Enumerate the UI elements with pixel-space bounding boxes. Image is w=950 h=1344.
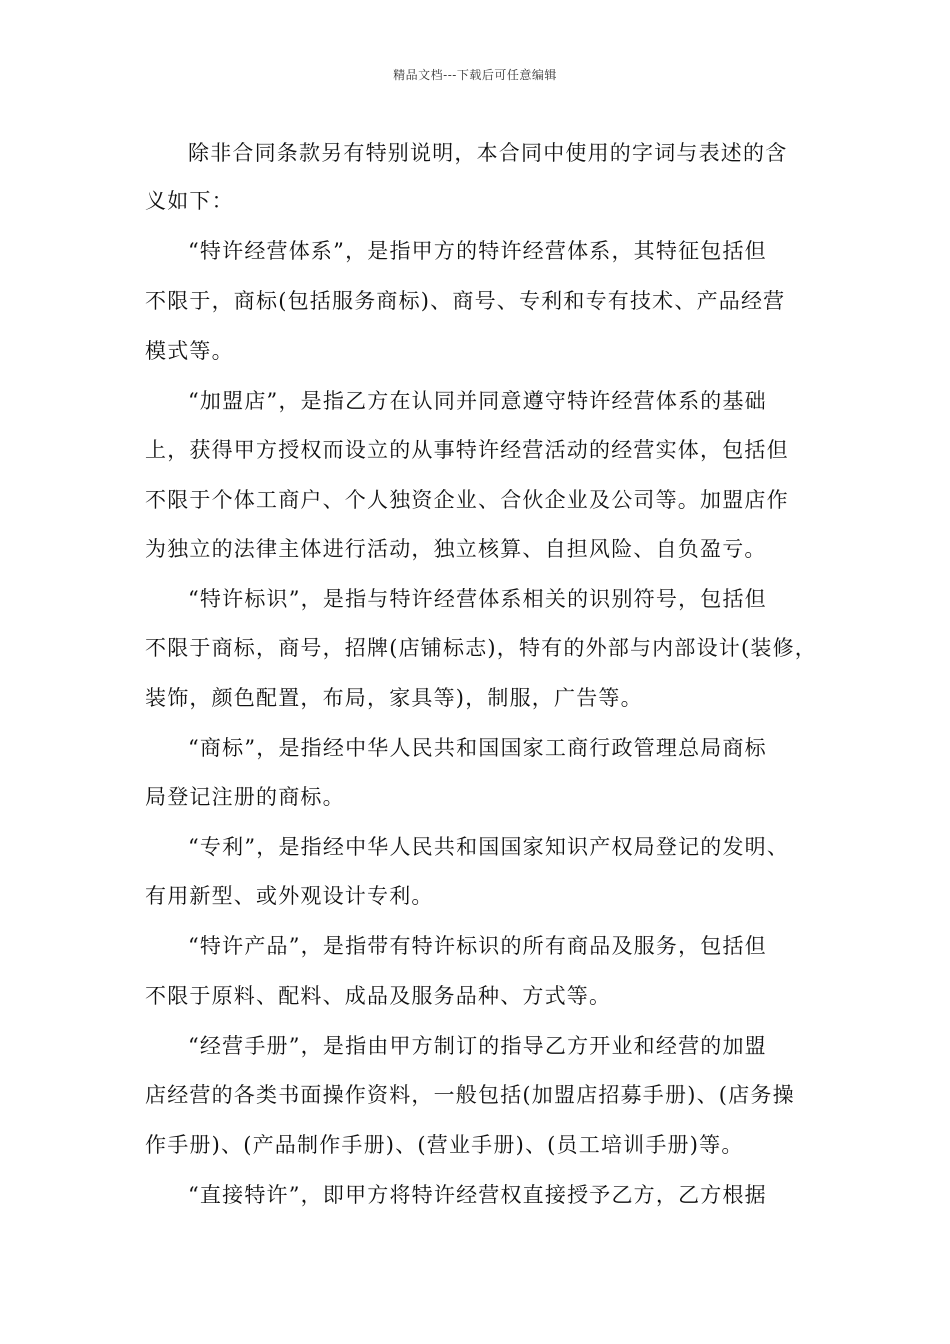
- paragraph-line: 除非合同条款另有特别说明，本合同中使用的字词与表述的含: [188, 141, 788, 165]
- paragraph-line: “特许产品”，是指带有特许标识的所有商品及服务，包括但: [188, 934, 767, 958]
- paragraph-line: 义如下：: [145, 189, 234, 213]
- paragraph-line: 装饰，颜色配置，布局，家具等)，制服，广告等。: [145, 686, 643, 710]
- paragraph-line: “特许标识”，是指与特许经营体系相关的识别符号，包括但: [188, 587, 767, 611]
- paragraph-line: “经营手册”，是指由甲方制订的指导乙方开业和经营的加盟: [188, 1034, 767, 1058]
- paragraph-line: “专利”，是指经中华人民共和国国家知识产权局登记的发明、: [188, 835, 790, 859]
- paragraph-line: 模式等。: [145, 339, 234, 363]
- paragraph-line: “商标”，是指经中华人民共和国国家工商行政管理总局商标: [188, 736, 767, 760]
- paragraph-line: 局登记注册的商标。: [145, 785, 345, 809]
- paragraph-line: 不限于，商标(包括服务商标)、商号、专利和专有技术、产品经营: [145, 289, 786, 313]
- paragraph-line: 不限于商标，商号，招牌(店铺标志)，特有的外部与内部设计(装修，: [145, 636, 817, 660]
- paragraph-line: 不限于个体工商户、个人独资企业、合伙企业及公司等。加盟店作: [145, 488, 789, 512]
- paragraph-line: “特许经营体系”，是指甲方的特许经营体系，其特征包括但: [188, 239, 767, 263]
- paragraph-line: “直接特许”，即甲方将特许经营权直接授予乙方，乙方根据: [188, 1183, 767, 1207]
- paragraph-line: 作手册)、(产品制作手册)、(营业手册)、(员工培训手册)等。: [145, 1133, 744, 1157]
- paragraph-line: 上，获得甲方授权而设立的从事特许经营活动的经营实体，包括但: [145, 438, 789, 462]
- paragraph-line: 不限于原料、配料、成品及服务品种、方式等。: [145, 984, 612, 1008]
- paragraph-line: 店经营的各类书面操作资料，一般包括(加盟店招募手册)、(店务操: [145, 1083, 795, 1107]
- paragraph-line: 有用新型、或外观设计专利。: [145, 884, 434, 908]
- paragraph-line: 为独立的法律主体进行活动，独立核算、自担风险、自负盈亏。: [145, 537, 767, 561]
- page-header: 精品文档---下载后可任意编辑: [393, 68, 557, 82]
- paragraph-line: “加盟店”，是指乙方在认同并同意遵守特许经营体系的基础: [188, 389, 767, 413]
